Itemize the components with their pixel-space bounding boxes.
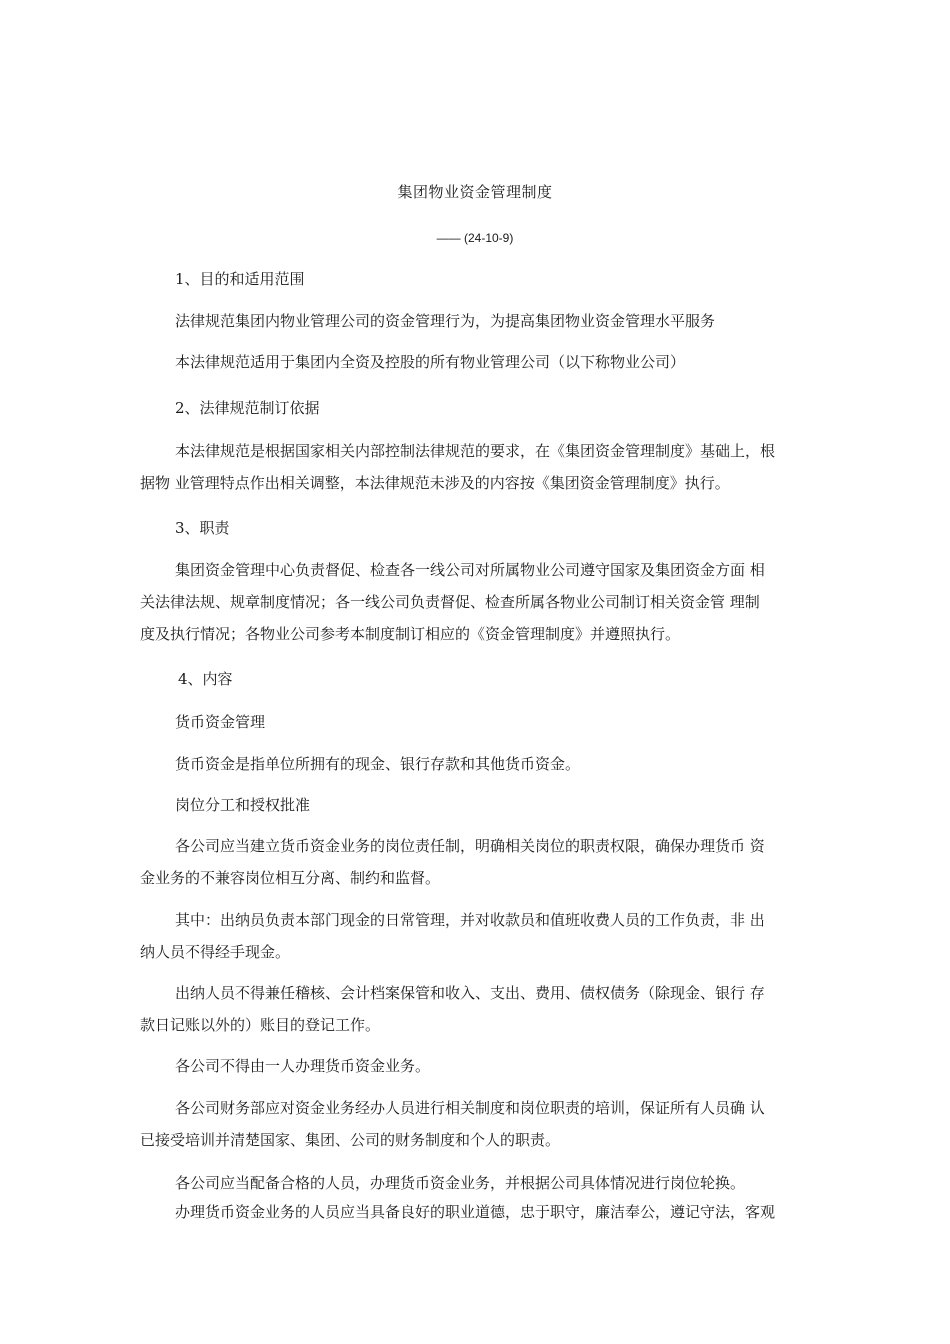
section-3-paragraph-1-line-3: 度及执行情况；各物业公司参考本制度制订相应的《资金管理制度》并遵照执行。 — [140, 625, 681, 643]
section-4-paragraph-2-line-2: 金业务的不兼容岗位相互分离、制约和监督。 — [140, 869, 441, 887]
section-4-paragraph-6-line-1: 各公司财务部应对资金业务经办人员进行相关制度和岗位职责的培训，保证所有人员确 认 — [175, 1099, 765, 1117]
section-4-paragraph-3 — [140, 904, 820, 968]
section-2-paragraph-1-line-1: 本法律规范是根据国家相关内部控制法律规范的要求，在《集团资金管理制度》基础上，根 — [175, 442, 776, 460]
section-3-paragraph-1 — [140, 554, 820, 650]
section-4-paragraph-4-line-1: 出纳人员不得兼任稽核、会计档案保管和收入、支出、费用、债权债务（除现金、银行 存 — [175, 984, 765, 1002]
section-4-subheading-roles: 岗位分工和授权批准 — [175, 796, 311, 814]
section-4-subheading-currency: 货币资金管理 — [175, 713, 266, 731]
section-4-paragraph-5: 各公司不得由一人办理货币资金业务。 — [175, 1057, 431, 1075]
section-2-paragraph-1-line-2: 据物 业管理特点作出相关调整，本法律规范未涉及的内容按《集团资金管理制度》执行。 — [140, 474, 730, 492]
section-2-paragraph-1 — [140, 435, 820, 499]
section-4-paragraph-4 — [140, 977, 820, 1041]
section-1-heading: 1、目的和适用范围 — [175, 270, 305, 288]
section-4-paragraph-6-line-2: 已接受培训并清楚国家、集团、公司的财务制度和个人的职责。 — [140, 1131, 561, 1149]
section-4-paragraph-4-line-2: 款日记账以外的）账目的登记工作。 — [140, 1016, 381, 1034]
section-4-paragraph-2 — [140, 830, 820, 894]
section-4-paragraph-6 — [140, 1092, 820, 1156]
section-4-paragraph-8: 办理货币资金业务的人员应当具备良好的职业道德，忠于职守，廉洁奉公，遵记守法，客观 — [175, 1203, 776, 1221]
section-4-paragraph-2-line-1: 各公司应当建立货币资金业务的岗位责任制，明确相关岗位的职责权限，确保办理货币 资 — [175, 837, 765, 855]
section-4-paragraph-3-line-2: 纳人员不得经手现金。 — [140, 943, 291, 961]
section-4-paragraph-7: 各公司应当配备合格的人员，办理货币资金业务，并根据公司具体情况进行岗位轮换。 — [175, 1174, 746, 1192]
section-4-paragraph-3-line-1: 其中：出纳员负责本部门现金的日常管理，并对收款员和值班收费人员的工作负责，非 出 — [175, 911, 765, 929]
section-2-heading: 2、法律规范制订依据 — [175, 399, 320, 417]
section-3-heading: 3、职责 — [175, 519, 230, 537]
section-4-heading: 4、内容 — [178, 670, 233, 688]
section-1-paragraph-2: 本法律规范适用于集团内全资及控股的所有物业管理公司（以下称物业公司） — [175, 353, 686, 371]
document-title: 集团物业资金管理制度 — [397, 183, 553, 201]
section-3-paragraph-1-line-2: 关法律法规、规章制度情况；各一线公司负责督促、检查所属各物业公司制订相关资金管 理制 — [140, 593, 760, 611]
section-3-paragraph-1-line-1: 集团资金管理中心负责督促、检查各一线公司对所属物业公司遵守国家及集团资金方面 相 — [175, 561, 765, 579]
section-1-paragraph-1: 法律规范集团内物业管理公司的资金管理行为，为提高集团物业资金管理水平服务 — [175, 312, 716, 330]
document-date: —— (24-10-9) — [436, 231, 514, 245]
section-4-paragraph-1: 货币资金是指单位所拥有的现金、银行存款和其他货币资金。 — [175, 755, 581, 773]
